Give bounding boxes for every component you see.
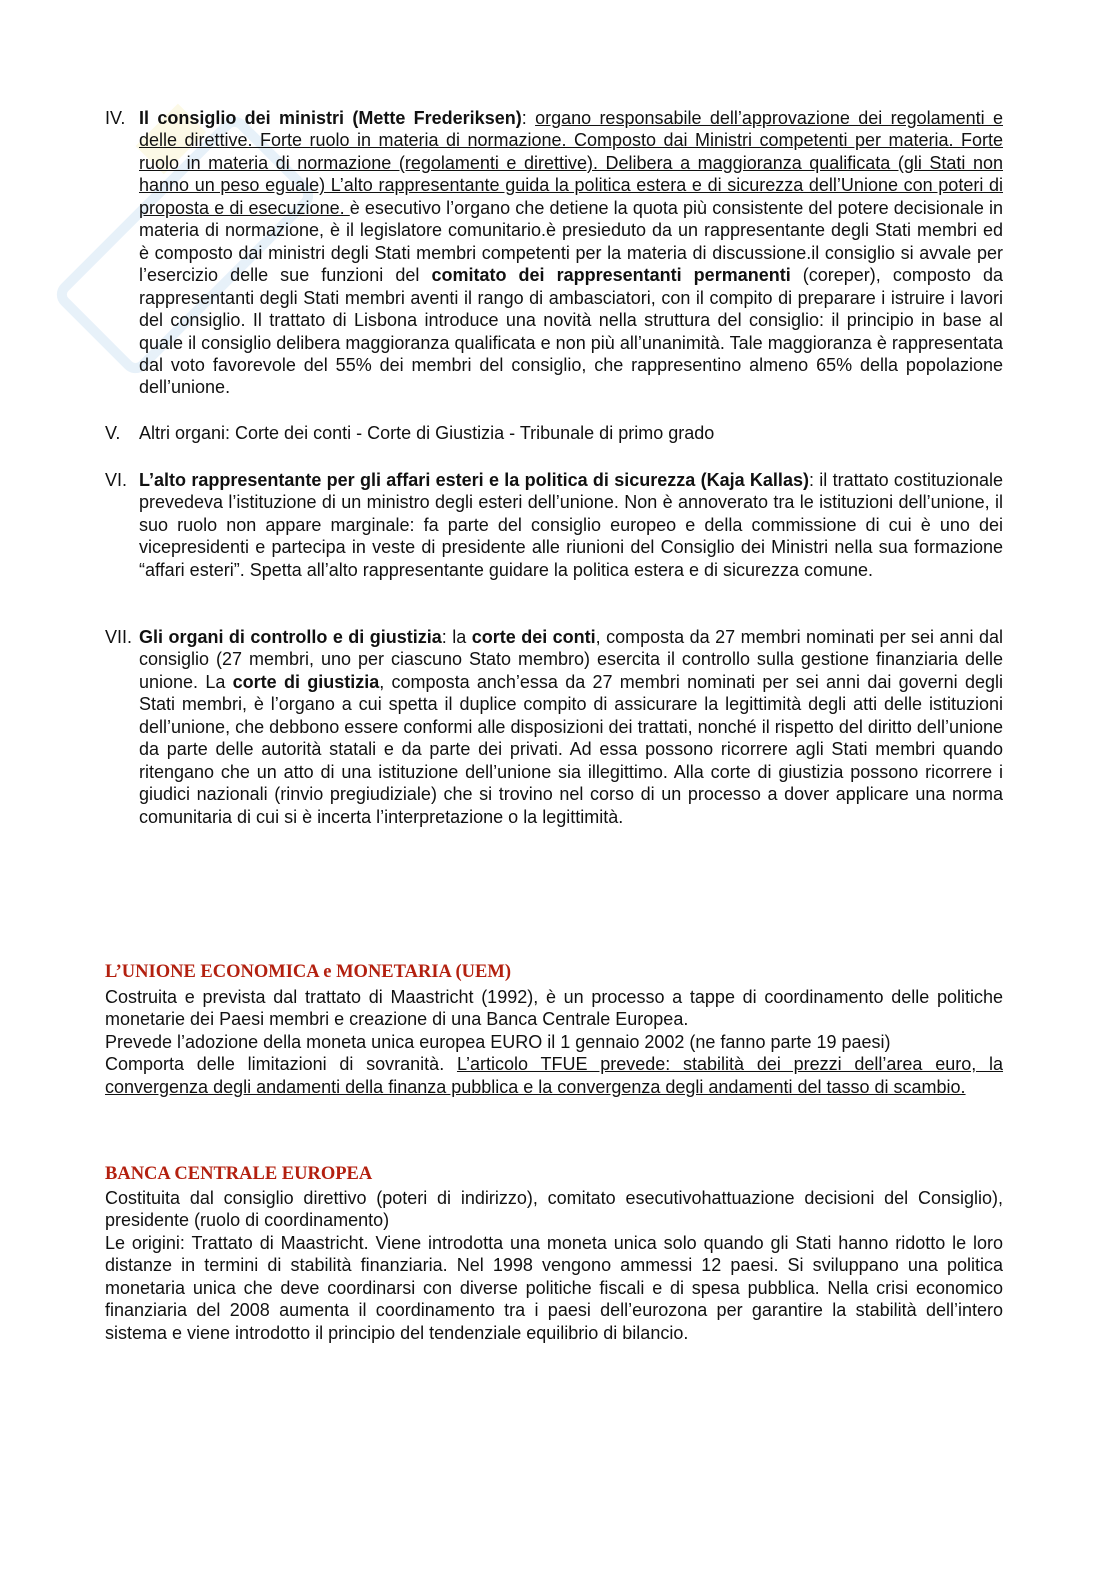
section-body-uem	[105, 986, 1003, 1098]
underlined-text: L’articolo TFUE prevede: stabilità dei prezzi dell’area euro, la convergenza degli andamenti della finanza pubblica e la convergenza degli andamenti del tasso di scambio.	[105, 1054, 1004, 1097]
section-body-bce	[105, 1187, 1003, 1344]
paragraph: Le origini: Trattato di Maastricht. Viene introdotta una moneta unica solo quando gli Stati hanno ridotto le loro distanze in termini di stabilità finanziaria. Nel 1998 vengono ammessi 12 paesi. Si sviluppano una politica monetaria unica che deve coordinarsi con diverse politiche fiscali e di spesa pubblica. Nella crisi economico finanziaria del 2008 aumenta il coordinamento tra i paesi dell’eurozona per garantire la stabilità dell’intero sistema e viene introdotto il principio del tendenziale equilibrio di bilancio.	[105, 1232, 1003, 1343]
list-numeral: VII.	[105, 627, 133, 647]
paragraph: Costruita e prevista dal trattato di Maastricht (1992), è un processo a tappe di coordinamento delle politiche monetarie dei Paesi membri e creazione di una Banca Centrale Europea.	[105, 987, 1003, 1030]
separator: :	[521, 108, 536, 128]
item-title: Il consiglio dei ministri (Mette Frederiksen)	[139, 108, 522, 128]
list-item-consiglio-ministri	[105, 107, 1003, 399]
body-text: Comporta delle limitazioni di sovranità.	[105, 1054, 457, 1075]
bold-term: comitato dei rappresentanti permanenti	[431, 265, 791, 286]
body-text: (coreper), composto da rappresentanti degli Stati membri aventi il rango di ambasciatori, con il compito di preparare i istruire i lavori del consiglio. Il trattato di Lisbona introduce una novità nella struttura del consiglio: il principio in base al quale il consiglio delibera maggioranza qualificata e non più all’unanimità. Tale maggioranza è rappresentata dal voto favorevole del 55% dei membri del consiglio, che rappresentino almeno 65% della popolazione dell’unione.	[139, 265, 1003, 398]
item-title: L’alto rappresentante per gli affari esteri e la politica di sicurezza (Kaja Kallas)	[139, 470, 809, 490]
underlined-text: organo responsabile dell’approvazione dei regolamenti e delle direttive. Forte ruolo in materia di normazione. Composto dai Ministri competenti per materia. Forte ruolo in materia di normazione (regolamenti e direttive). Delibera a maggioranza qualificata (gli Stati non hanno un peso eguale) L’alto rappresentante guida la politica estera e di sicurezza dell’Unione con poteri di proposta e di esecuzione.	[139, 108, 1003, 218]
bold-term: corte dei conti	[471, 627, 596, 647]
item-title: Gli organi di controllo e di giustizia	[139, 627, 442, 647]
list-item-organi-controllo	[105, 626, 1003, 828]
body-text: , composta da 27 membri nominati per sei anni dal consiglio (27 membri, uno per ciascuno Stato membro) esercita il controllo sulla gestione finanziaria delle unione. La	[139, 627, 1004, 692]
section-heading-uem: L’UNIONE ECONOMICA e MONETARIA (UEM)	[105, 962, 511, 982]
paragraph: Prevede l’adozione della moneta unica europea EURO il 1 gennaio 2002 (ne fanno parte 19 paesi)	[105, 1031, 891, 1052]
body-text: : il trattato costituzionale prevedeva l’istituzione di un ministro degli esteri dell’unione. Non è annoverato tra le istituzioni dell’unione, il suo ruolo non appare marginale: fa parte del consiglio europeo e della commissione di cui è uno dei vicepresidenti e partecipa in veste di presidente alle riunioni del Consiglio dei Ministri nella sua formazione “affari esteri”. Spetta all’alto rappresentante guidare la politica estera e di sicurezza comune.	[139, 470, 1003, 580]
body-text: , composta anch’essa da 27 membri nominati per sei anni dai governi degli Stati membri, è l’organo a cui spetta il duplice compito di assicurare la legittimità degli atti delle istituzioni dell’unione, che debbono essere conformi alle disposizioni dei trattati, nonché il rispetto del diritto dell’unione da parte delle autorità statali e da parte dei privati. Ad essa possono ricorrere agli Stati membri quando ritengano che un atto di una istituzione dell’unione sia illegittimo. Alla corte di giustizia possono ricorrere i giudici nazionali (rinvio pregiudiziale) che si trovino nel corso di un processo a dover applicare una norma comunitaria di cui si è incerta l’interpretazione o la legittimità.	[139, 671, 1003, 827]
list-item-alto-rappresentante	[105, 469, 1003, 581]
body-text: Altri organi: Corte dei conti - Corte di Giustizia - Tribunale di primo grado	[139, 423, 715, 443]
paragraph: Costituita dal consiglio direttivo (poteri di indirizzo), comitato esecutivohattuazione decisioni del Consiglio), presidente (ruolo di coordinamento)	[105, 1188, 1003, 1231]
list-item-altri-organi	[105, 422, 1003, 444]
body-text: è esecutivo l’organo che detiene la quota più consistente del potere decisionale in materia di normazione, è il legislatore comunitario.è presieduto da un rappresentante degli Stati membri ed è composto dai ministri degli Stati membri competenti per la materia di discussione.il consiglio si avvale per l’esercizio delle sue funzioni del	[139, 197, 1003, 286]
body-text: : la	[441, 627, 472, 647]
list-numeral: VI.	[105, 470, 128, 490]
paragraph	[105, 1053, 1003, 1098]
list-numeral: V.	[105, 423, 121, 443]
section-heading-bce: BANCA CENTRALE EUROPEA	[105, 1164, 373, 1184]
bold-term: corte di giustizia	[232, 671, 380, 692]
list-numeral: IV.	[105, 108, 126, 128]
